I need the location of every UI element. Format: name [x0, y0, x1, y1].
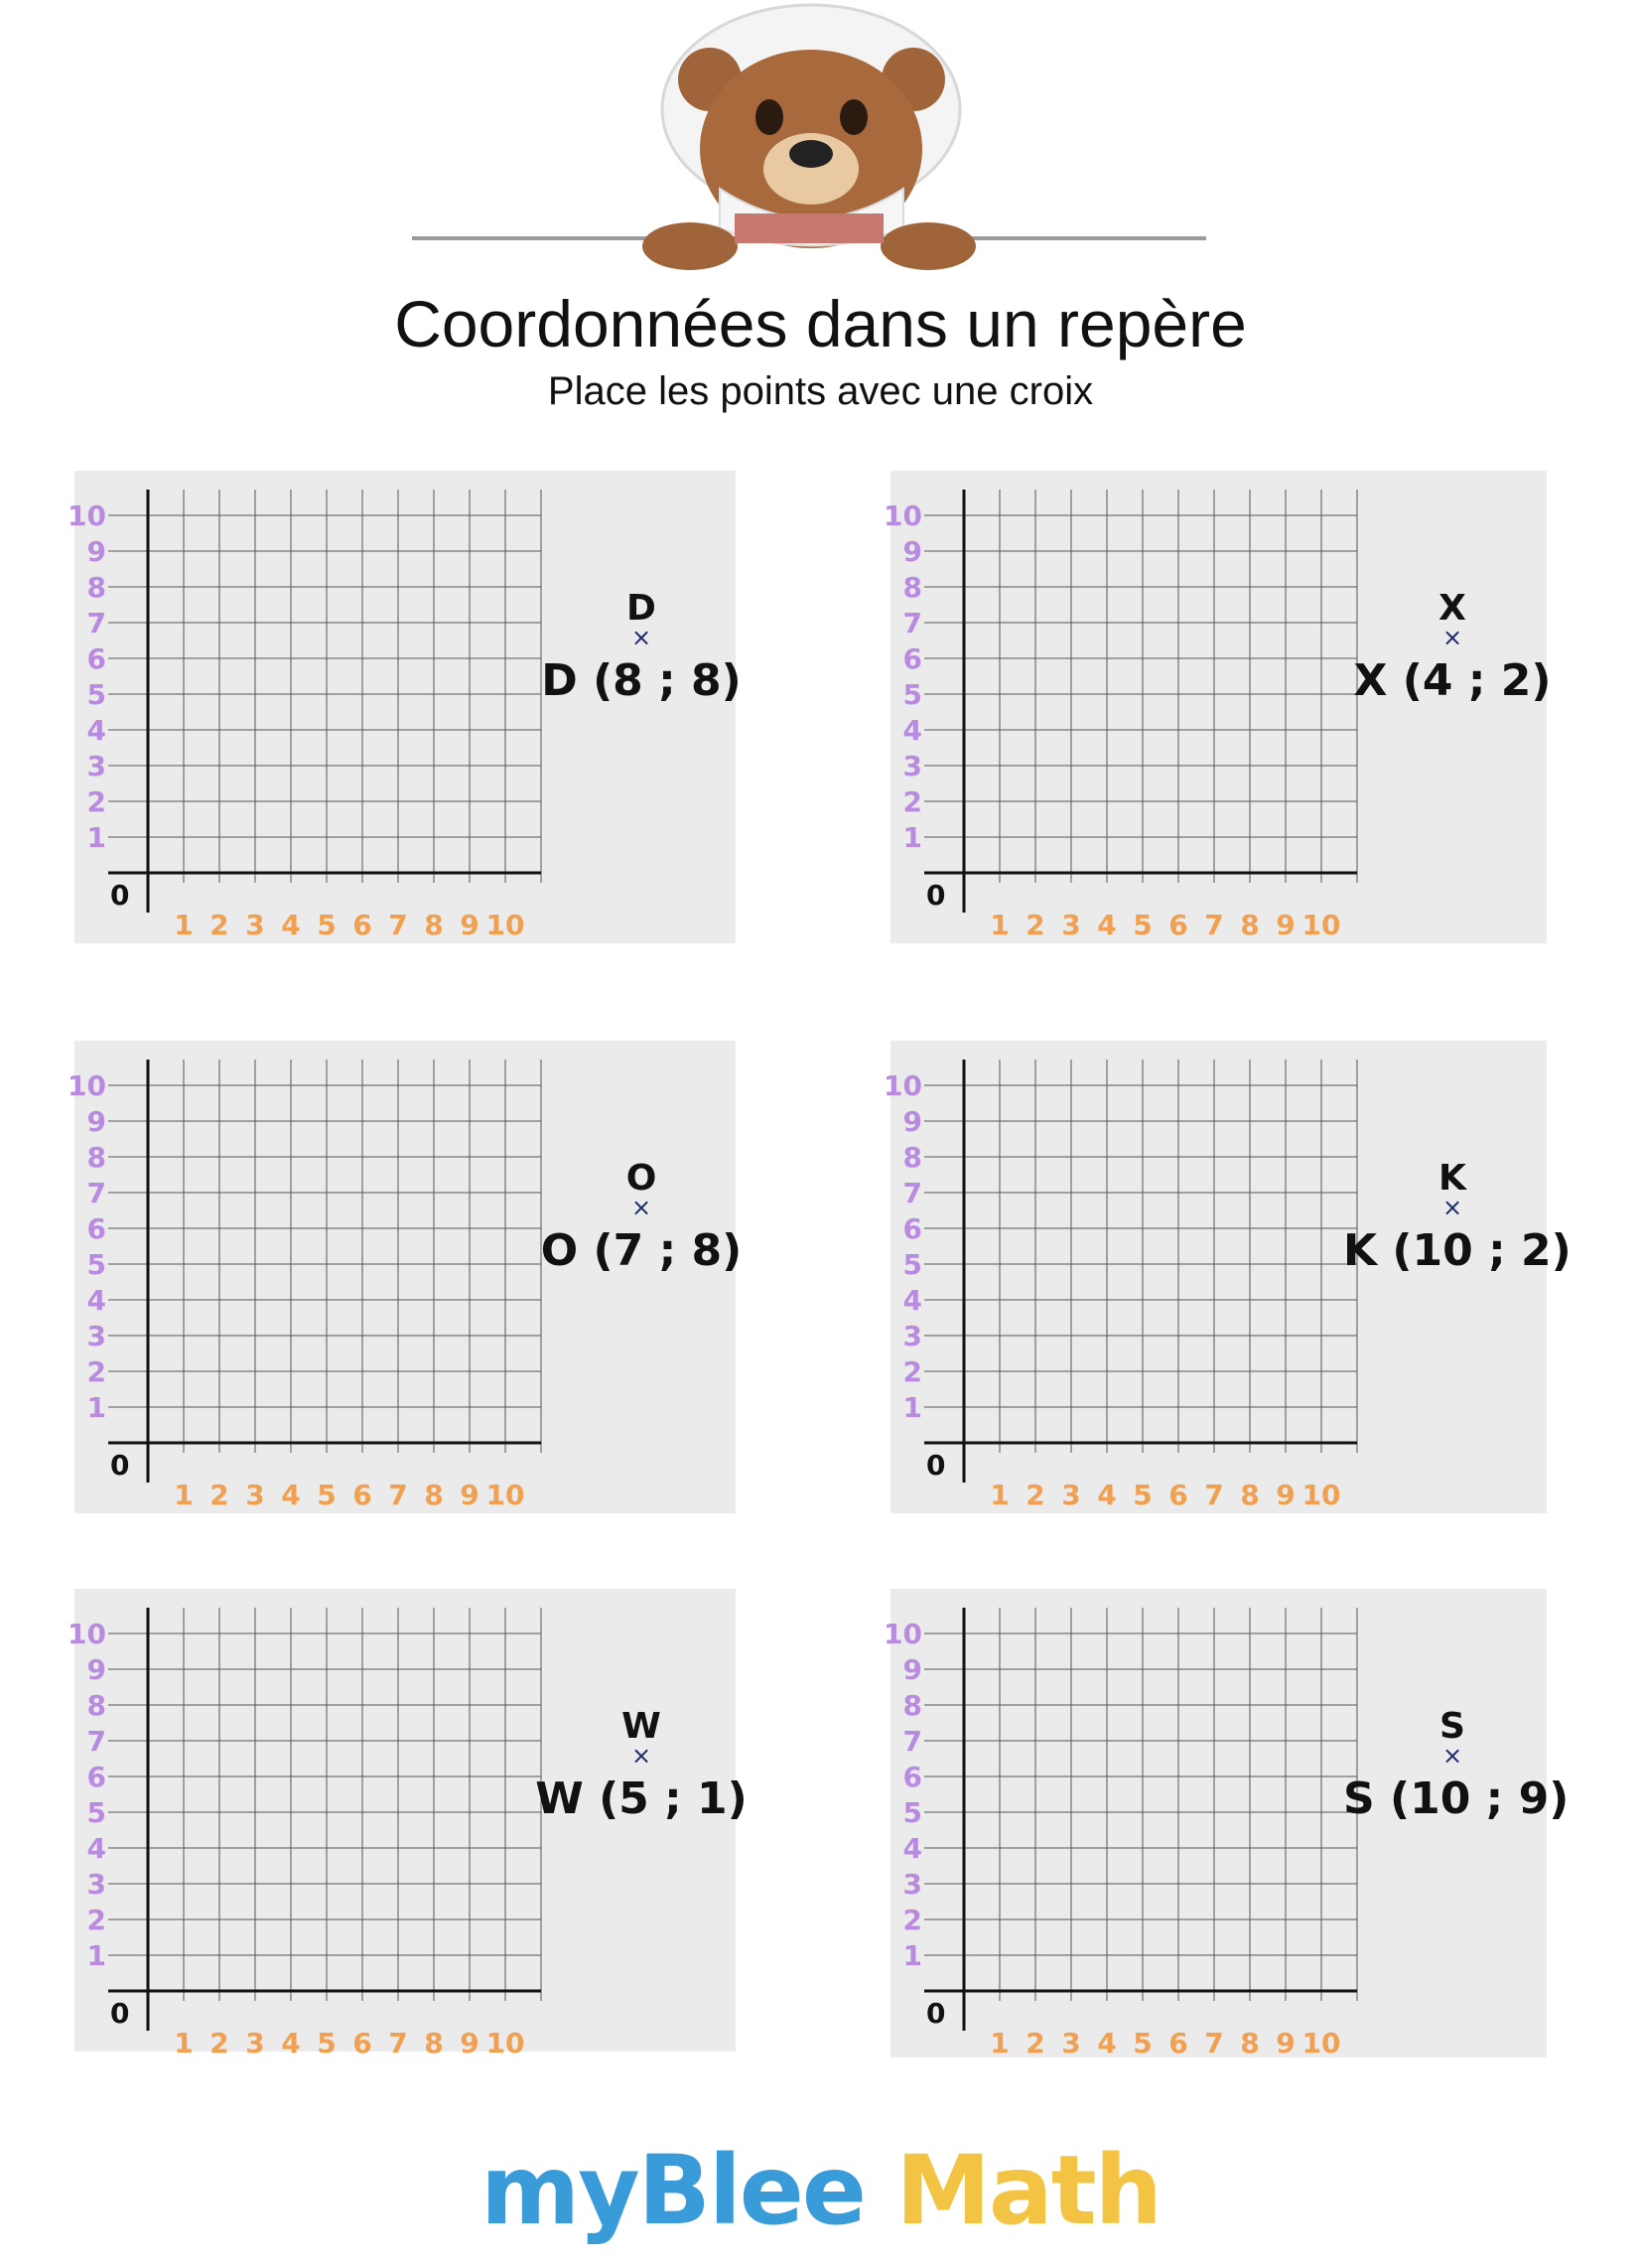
- y-tick-label: 7: [86, 607, 106, 639]
- point-cross-icon: ×: [630, 1194, 652, 1221]
- x-tick-label: 2: [209, 2027, 229, 2059]
- x-tick-label: 7: [1204, 2027, 1224, 2059]
- x-tick-label: 2: [1026, 909, 1045, 941]
- y-tick-label: 8: [86, 1141, 106, 1174]
- x-tick-label: 9: [460, 1479, 479, 1511]
- y-tick-label: 2: [86, 1355, 106, 1388]
- x-tick-label: 5: [317, 909, 337, 941]
- x-tick-label: 10: [1301, 909, 1341, 941]
- y-tick-label: 10: [884, 499, 922, 532]
- point-coordinates: K (10 ; 2): [1343, 1225, 1572, 1276]
- x-tick-label: 5: [1133, 2027, 1153, 2059]
- coordinate-grid[interactable]: [884, 1041, 1547, 1513]
- y-tick-label: 3: [902, 750, 922, 782]
- y-tick-label: 8: [902, 571, 922, 604]
- x-tick-label: 3: [245, 2027, 265, 2059]
- point-cross-icon: ×: [1441, 1742, 1463, 1770]
- x-tick-label: 8: [424, 1479, 444, 1511]
- exercise-panel: [68, 471, 742, 943]
- x-tick-label: 6: [1168, 2027, 1188, 2059]
- y-tick-label: 5: [902, 1248, 922, 1281]
- y-tick-label: 1: [902, 821, 922, 854]
- x-tick-label: 7: [1204, 909, 1224, 941]
- x-tick-label: 8: [1240, 2027, 1260, 2059]
- x-tick-label: 9: [1276, 2027, 1296, 2059]
- origin-label: 0: [110, 879, 130, 912]
- x-tick-label: 3: [1061, 2027, 1081, 2059]
- y-tick-label: 6: [902, 642, 922, 675]
- origin-label: 0: [926, 1997, 946, 2030]
- y-tick-label: 7: [86, 1177, 106, 1209]
- y-tick-label: 8: [902, 1141, 922, 1174]
- x-tick-label: 10: [485, 1479, 525, 1511]
- y-tick-label: 8: [902, 1689, 922, 1722]
- y-tick-label: 1: [86, 821, 106, 854]
- point-letter: X: [1438, 588, 1466, 629]
- x-tick-label: 9: [460, 2027, 479, 2059]
- y-tick-label: 9: [902, 1653, 922, 1686]
- point-cross-icon: ×: [630, 624, 652, 651]
- y-tick-label: 3: [86, 750, 106, 782]
- x-tick-label: 8: [1240, 1479, 1260, 1511]
- point-letter: K: [1438, 1158, 1466, 1199]
- x-tick-label: 7: [388, 909, 408, 941]
- exercise-panel: [68, 1041, 743, 1513]
- y-tick-label: 10: [884, 1069, 922, 1102]
- point-coordinates: O (7 ; 8): [540, 1225, 743, 1276]
- y-tick-label: 10: [884, 1618, 922, 1650]
- x-tick-label: 8: [424, 909, 444, 941]
- point-letter: W: [621, 1706, 661, 1747]
- x-tick-label: 4: [1097, 909, 1117, 941]
- y-tick-label: 4: [86, 1284, 106, 1317]
- y-tick-label: 3: [86, 1868, 106, 1901]
- point-letter: S: [1439, 1706, 1465, 1747]
- x-tick-label: 2: [1026, 1479, 1045, 1511]
- y-tick-label: 7: [902, 607, 922, 639]
- origin-label: 0: [110, 1997, 130, 2030]
- x-tick-label: 3: [245, 909, 265, 941]
- y-tick-label: 2: [902, 785, 922, 818]
- x-tick-label: 8: [1240, 909, 1260, 941]
- y-tick-label: 2: [86, 1904, 106, 1936]
- y-tick-label: 1: [86, 1391, 106, 1424]
- y-tick-label: 4: [902, 1832, 922, 1865]
- x-tick-label: 3: [1061, 1479, 1081, 1511]
- y-tick-label: 3: [902, 1868, 922, 1901]
- x-tick-label: 4: [281, 909, 301, 941]
- exercise-panel: [884, 1589, 1570, 2059]
- x-tick-label: 4: [281, 1479, 301, 1511]
- x-tick-label: 1: [174, 2027, 194, 2059]
- x-tick-label: 3: [1061, 909, 1081, 941]
- y-tick-label: 4: [86, 1832, 106, 1865]
- y-tick-label: 6: [86, 1212, 106, 1245]
- x-tick-label: 5: [317, 2027, 337, 2059]
- x-tick-label: 5: [1133, 909, 1153, 941]
- y-tick-label: 7: [902, 1177, 922, 1209]
- x-tick-label: 6: [352, 909, 372, 941]
- x-tick-label: 6: [352, 1479, 372, 1511]
- x-tick-label: 1: [990, 1479, 1010, 1511]
- x-tick-label: 1: [990, 2027, 1010, 2059]
- page-title: Coordonnées dans un repère: [394, 287, 1247, 360]
- y-tick-label: 10: [68, 1618, 106, 1650]
- x-tick-label: 1: [990, 909, 1010, 941]
- x-tick-label: 7: [388, 1479, 408, 1511]
- y-tick-label: 7: [86, 1725, 106, 1758]
- coordinate-grid[interactable]: [884, 471, 1547, 943]
- origin-label: 0: [110, 1449, 130, 1482]
- x-tick-label: 5: [317, 1479, 337, 1511]
- y-tick-label: 9: [86, 1653, 106, 1686]
- point-coordinates: D (8 ; 8): [541, 655, 742, 706]
- point-cross-icon: ×: [1441, 1194, 1463, 1221]
- exercise-panel: [884, 471, 1552, 943]
- x-tick-label: 9: [460, 909, 479, 941]
- x-tick-label: 5: [1133, 1479, 1153, 1511]
- x-tick-label: 4: [281, 2027, 301, 2059]
- exercise-panel: [884, 1041, 1572, 1513]
- x-tick-label: 2: [1026, 2027, 1045, 2059]
- x-tick-label: 7: [388, 2027, 408, 2059]
- y-tick-label: 9: [86, 1105, 106, 1138]
- y-tick-label: 10: [68, 499, 106, 532]
- coordinate-grid[interactable]: [68, 471, 736, 943]
- x-tick-label: 9: [1276, 909, 1296, 941]
- y-tick-label: 9: [902, 1105, 922, 1138]
- point-coordinates: S (10 ; 9): [1343, 1773, 1570, 1824]
- x-tick-label: 6: [1168, 909, 1188, 941]
- y-tick-label: 2: [902, 1355, 922, 1388]
- y-tick-label: 5: [86, 1248, 106, 1281]
- y-tick-label: 5: [86, 1796, 106, 1829]
- x-tick-label: 6: [1168, 1479, 1188, 1511]
- point-letter: O: [625, 1158, 657, 1199]
- y-tick-label: 1: [902, 1939, 922, 1972]
- y-tick-label: 9: [902, 535, 922, 568]
- origin-label: 0: [926, 1449, 946, 1482]
- y-tick-label: 3: [902, 1320, 922, 1352]
- point-letter: D: [626, 588, 656, 629]
- x-tick-label: 8: [424, 2027, 444, 2059]
- y-tick-label: 6: [86, 642, 106, 675]
- y-tick-label: 4: [902, 1284, 922, 1317]
- x-tick-label: 7: [1204, 1479, 1224, 1511]
- y-tick-label: 5: [902, 1796, 922, 1829]
- y-tick-label: 10: [68, 1069, 106, 1102]
- y-tick-label: 6: [902, 1761, 922, 1793]
- exercise-panel: [68, 1589, 748, 2059]
- x-tick-label: 4: [1097, 1479, 1117, 1511]
- x-tick-label: 2: [209, 909, 229, 941]
- y-tick-label: 2: [902, 1904, 922, 1936]
- y-tick-label: 6: [902, 1212, 922, 1245]
- x-tick-label: 6: [352, 2027, 372, 2059]
- bear-mascot-image: [402, 0, 1216, 278]
- point-cross-icon: ×: [1441, 624, 1463, 651]
- x-tick-label: 3: [245, 1479, 265, 1511]
- y-tick-label: 9: [86, 535, 106, 568]
- x-tick-label: 10: [485, 2027, 525, 2059]
- y-tick-label: 5: [902, 678, 922, 711]
- page-subtitle: Place les points avec une croix: [547, 369, 1094, 413]
- y-tick-label: 3: [86, 1320, 106, 1352]
- x-tick-label: 10: [485, 909, 525, 941]
- y-tick-label: 1: [86, 1939, 106, 1972]
- x-tick-label: 9: [1276, 1479, 1296, 1511]
- logo-part-mybee: myBlee: [480, 2135, 865, 2246]
- x-tick-label: 10: [1301, 1479, 1341, 1511]
- x-tick-label: 2: [209, 1479, 229, 1511]
- x-tick-label: 4: [1097, 2027, 1117, 2059]
- point-cross-icon: ×: [630, 1742, 652, 1770]
- x-tick-label: 1: [174, 909, 194, 941]
- x-tick-label: 10: [1301, 2027, 1341, 2059]
- coordinate-grid[interactable]: [68, 1041, 736, 1513]
- y-tick-label: 4: [902, 714, 922, 747]
- origin-label: 0: [926, 879, 946, 912]
- y-tick-label: 5: [86, 678, 106, 711]
- y-tick-label: 1: [902, 1391, 922, 1424]
- y-tick-label: 8: [86, 571, 106, 604]
- y-tick-label: 7: [902, 1725, 922, 1758]
- point-coordinates: X (4 ; 2): [1353, 655, 1552, 706]
- y-tick-label: 4: [86, 714, 106, 747]
- point-coordinates: W (5 ; 1): [535, 1773, 748, 1824]
- y-tick-label: 6: [86, 1761, 106, 1793]
- y-tick-label: 8: [86, 1689, 106, 1722]
- x-tick-label: 1: [174, 1479, 194, 1511]
- logo-part-math: Math: [864, 2135, 1161, 2246]
- y-tick-label: 2: [86, 785, 106, 818]
- mybleemath-logo: [0, 2135, 1641, 2246]
